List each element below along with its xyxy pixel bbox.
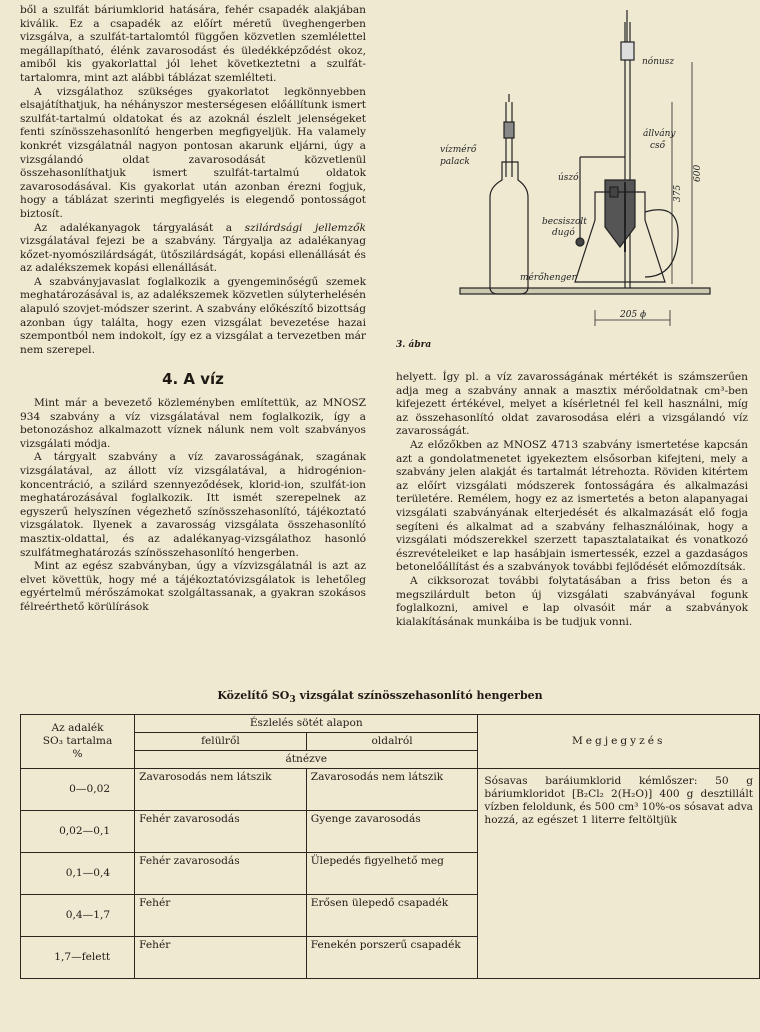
- paragraph: A szabványjavaslat foglalkozik a gyengeminőségű szemek meghatározásával is, az adalékszemek közvetlen súlyterhelésén alapuló szovjet-módszer szerint. A szabvány előkészítő bizottság azonban úgy találta, hogy ezen vizsgálat bevezetése hazai szempontból nem indokolt, így ez a vizsgálat a tervezetben már nem szerepel.: [20, 275, 366, 356]
- paragraph: Mint az egész szabványban, úgy a vízvizsgálatnál is azt az elvet követtük, hogy mé a tájékoztatóvizsgálatok is lehetőleg egyértelmű mérőszámokat szolgáltassanak, a gyakran szokásos félreérthető körülírások: [20, 560, 366, 613]
- table-header-row: [21, 715, 760, 733]
- label-water-1: vízmérő: [440, 145, 477, 155]
- label-float: úszó: [558, 173, 579, 183]
- left-column: [20, 4, 366, 615]
- so3-table: [20, 714, 760, 979]
- paragraph: Az előzőkben az MNOSZ 4713 szabvány ismertetése kapcsán azt a gondolatmenetet igyekeztem elsősorban kifejteni, mely a szabvány jelen alakját és tartalmát létrehozta. Röviden kitértem az előírt vizsgálati módszerek fontosságára és alkalmazási területére. Remélem, hogy ez az ismertetés a beton alapanyagai vizsgálati szabványának elterjedését és alkalmazását elő fogja segíteni és alkalmat ad a szabvány felhasználóinak, hogy a vizsgálati módszerekkel szerzett tapasztalataikat és vonatkozó észrevételeiket e lap hasábjain ismertessék, ezzel a gazdaságos betonelőállítást és a szabványok további fejlődését előmozdítsák.: [396, 438, 748, 574]
- label-tube: cső: [650, 141, 666, 151]
- label-water-2: palack: [440, 157, 470, 167]
- col-top-header: felülről: [135, 733, 307, 751]
- paragraph: Az adalékanyagok tárgyalását a szilárdsági jellemzők vizsgálatával fejezi be a szabvány. Tárgyalja az adalékanyag kőzet-nyomószilárdságát, ütőszilárdságát, kopási ellenállását és az adalékszemek kopási ellenállását.: [20, 221, 366, 275]
- paragraph: A tárgyalt szabvány a víz zavarosságának, szagának vizsgálatával, az állott víz vizsgálatával, a hidrogénion-koncentráció, a szilárd szennyeződések, klorid-ion, szulfát-ion meghatározásával foglalkozik. Itt ismét szerepelnek az egyszerű helyszínen végezhető színösszehasonlító, tájékoztató vizsgálatok. Ilyenek a zavarosság vizsgálata összehasonlító masztix-oldattal, és az adalékanyag-vizsgálathoz hasonló szulfátmeghatározás színösszehasonlító hengerben.: [20, 451, 366, 559]
- label-stopper-2: dugó: [552, 228, 575, 238]
- label-nonius: nónusz: [642, 57, 675, 67]
- paragraph: ből a szulfát báriumklorid hatására, fehér csapadék alakjában kiválik. Ez a csapadék az előírt méretű üveghengerben vizsgálva, a szulfát-tartalomtól függően közvetlen szemlélettel megállapítható, élénk zavarosodást és üledékképződést okoz, amiből kis gyakorlattal jól lehet következtetni a szulfát-tartalomra, mint azt alábbi táblázat szemlélteti.: [20, 4, 366, 84]
- figure-apparatus: [380, 2, 752, 342]
- paragraph: A cikksorozat további folytatásában a friss beton és a megszilárdult beton új vizsgálati szabványával fogunk foglalkozni, amivel e lap olvasóit már a szabványok kialakításának munkáiba is be tudjuk vonni.: [396, 574, 748, 628]
- paragraph: Mint már a bevezető közleményben említettük, az MNOSZ 934 szabvány a víz vizsgálatával nem foglalkozik, így a betonozáshoz alkalmazott víznek nálunk nem volt szabványos vizsgálati módja.: [20, 397, 366, 450]
- col-through-header: átnézve: [135, 751, 478, 769]
- table-note: Sósavas baráiumklorid kémlőszer: 50 g báriumkloridot [B₂Cl₂ 2(H₂O)] 400 g desztillált vízben feloldunk, és 500 cm³ 10%-os sósavat adva hozzá, az egészet 1 literre feltöltjük: [478, 769, 760, 979]
- right-column: [396, 371, 748, 629]
- figure-caption: 3. ábra: [396, 340, 432, 350]
- table-row: 0—0,02 Zavarosodás nem látszik Zavarosodás nem látszik Sósavas baráiumklorid kémlőszer: 50 g báriumkloridot [B₂Cl₂ 2(H₂O)] 400 g desztillált vízben feloldunk, és 500 cm³ 10%-os sósavat adva hozzá, az egészet 1 literre feltöltjük: [21, 769, 760, 811]
- label-stopper-1: becsiszolt: [542, 217, 587, 227]
- paragraph: A vizsgálathoz szükséges gyakorlatot legkönnyebben elsajátíthatjuk, ha néhányszor mesterségesen előállítunk ismert szulfát-tartalmú oldatokat és az azoknál észlelt jelenségeket fenti színösszehasonlító hengerben megfigyeljük. Ha valamely konkrét vizsgálatnál nagyon pontosan akarunk eljárni, úgy a vizsgálandó oldat zavarosodását közvetlenül összehasonlíthatjuk ismert szulfát-tartalmú oldatok zavarosodásával. Kis gyakorlat után azonban érezni fogjuk, hogy a táblázat szerinti megfigyelés is elegendő pontosságot biztosít.: [20, 85, 366, 220]
- col-side-header: oldalról: [306, 733, 478, 751]
- label-cylinder: mérőhenger: [520, 273, 576, 283]
- section-heading: 4. A víz: [162, 370, 224, 389]
- label-stand: állvány: [643, 129, 676, 139]
- table-row: 0,02—0,1 Fehér zavarosodás Gyenge zavarosodás: [21, 811, 760, 853]
- dim-205: 205 ϕ: [620, 310, 647, 320]
- paragraph: helyett. Így pl. a víz zavarosságának mértékét is számszerűen adja meg a szabvány annak a masztix mérőoldatnak cm³-ben kifejezett értékével, melyet a kísérletnél fel kell használni, míg az összehasonlító oldat zavarosodása eléri a vizsgálandó víz zavarosságát.: [396, 371, 748, 438]
- table-row: 0,4—1,7 Fehér Erősen ülepedő csapadék: [21, 895, 760, 937]
- emphasis: szilárdsági jellemzők: [244, 221, 366, 234]
- col-so3-header: Az adalék SO₃ tartalma %: [21, 715, 135, 769]
- table-row: 1,7—felett Fehér Fenekén porszerű csapadék: [21, 937, 760, 979]
- apparatus-diagram: [380, 2, 752, 342]
- table-row: 0,1—0,4 Fehér zavarosodás Ülepedés figyelhető meg: [21, 853, 760, 895]
- col-observation-header: Észlelés sötét alapon: [135, 715, 478, 733]
- col-remarks-header: Megjegyzés: [478, 715, 760, 769]
- dim-375: 375: [673, 184, 683, 202]
- table-title: Közelítő $SO_3$ vizsgálat színösszehasonlító hengerben: [217, 689, 543, 706]
- dim-600: 600: [693, 164, 703, 182]
